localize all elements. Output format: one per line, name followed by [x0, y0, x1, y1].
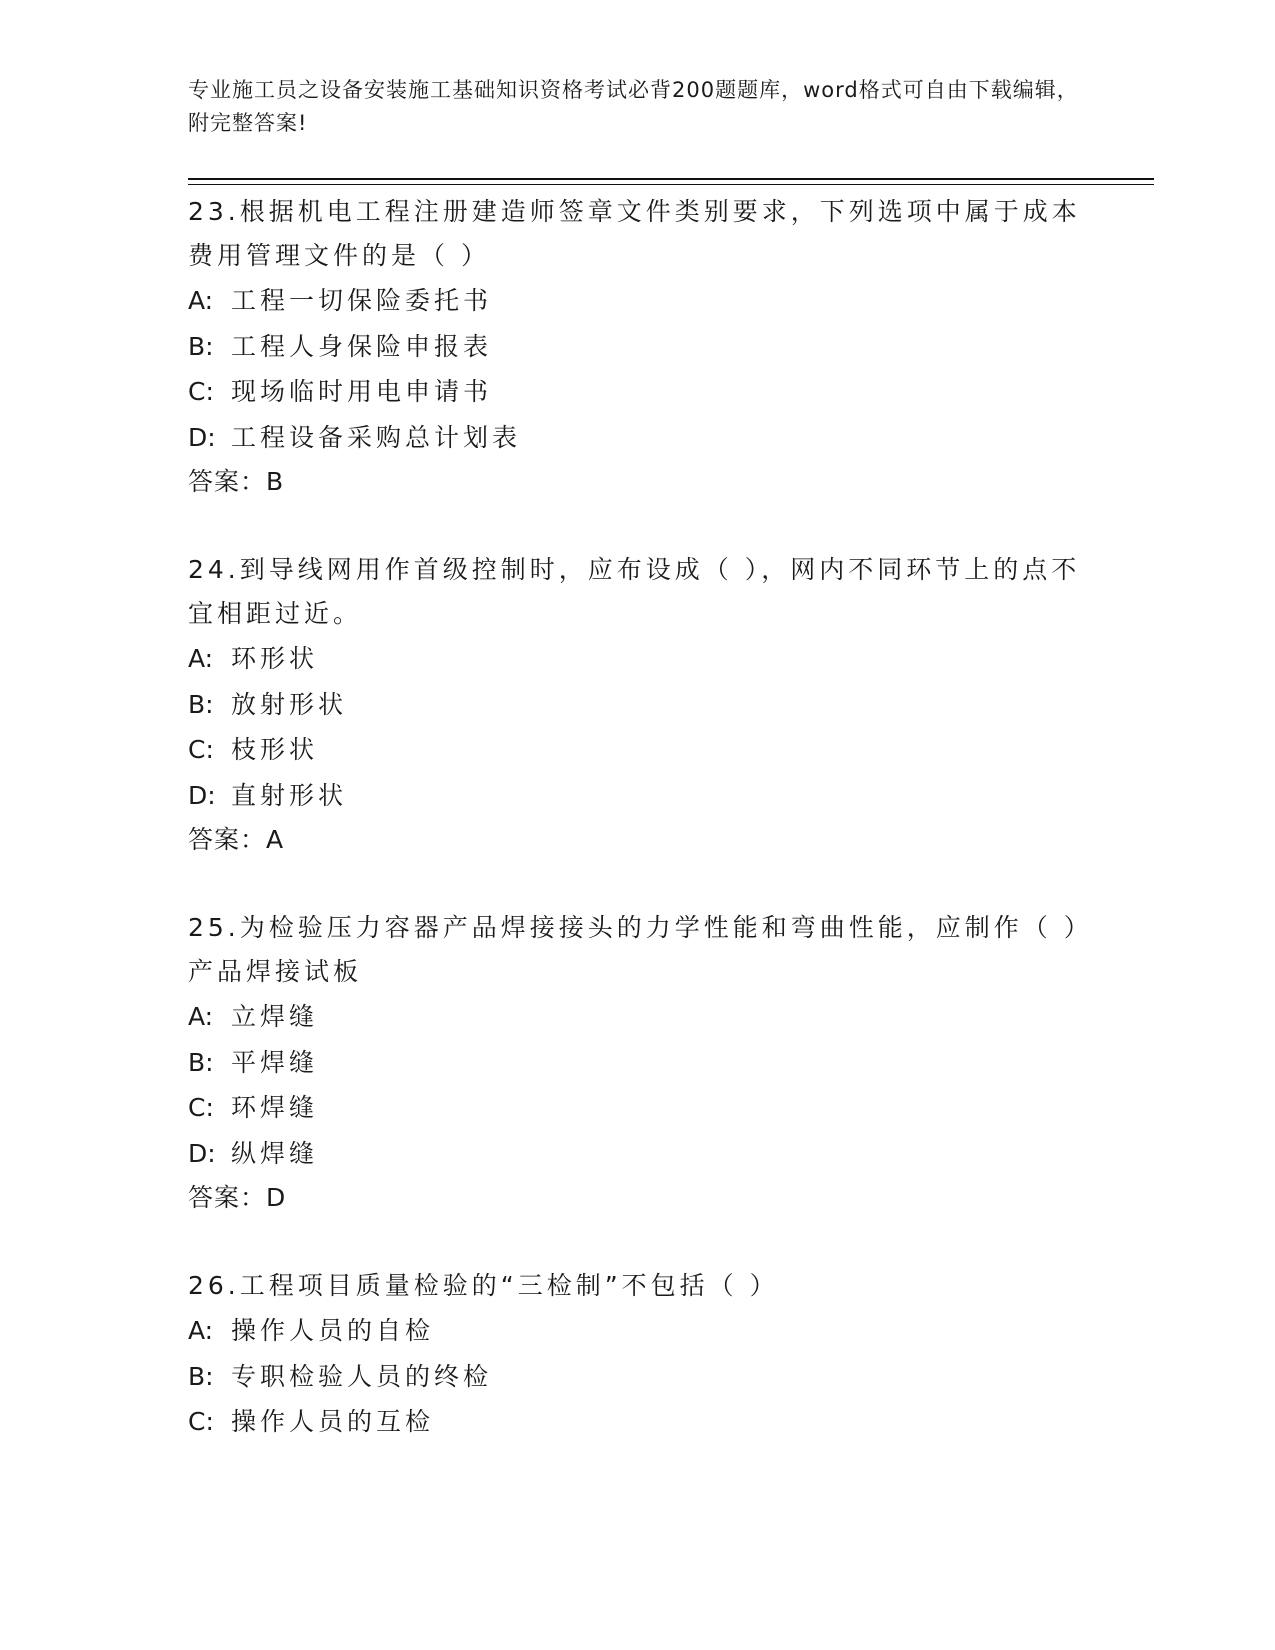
option-a [188, 994, 1088, 1040]
option-c [188, 369, 1088, 415]
option-d [188, 773, 1088, 819]
option-letter: D: [188, 1138, 216, 1168]
question-spacer [188, 504, 1088, 548]
option-text: 操作人员的自检 [231, 1316, 435, 1345]
answer-line: 答案：A [188, 825, 285, 854]
question-25 [188, 906, 1088, 1220]
question-26 [188, 1264, 1088, 1445]
option-letter: C: [188, 1407, 214, 1436]
question-stem: 24.到导线网用作首级控制时，应布设成（ ），网内不同环节上的点不宜相距过近。 [188, 555, 1081, 628]
option-letter: D: [188, 422, 216, 452]
option-b [188, 682, 1088, 728]
option-letter: C: [188, 1093, 214, 1122]
question-spacer [188, 1220, 1088, 1264]
option-d [188, 415, 1088, 461]
option-b [188, 324, 1088, 370]
option-text: 立焊缝 [231, 1002, 319, 1031]
option-a [188, 1308, 1088, 1354]
option-b [188, 1354, 1088, 1400]
option-text: 枝形状 [231, 735, 319, 764]
option-c [188, 727, 1088, 773]
answer-line: 答案：B [188, 467, 285, 496]
option-text: 现场临时用电申请书 [231, 377, 493, 406]
option-letter: B: [188, 331, 214, 361]
option-b [188, 1040, 1088, 1086]
question-list [188, 190, 1088, 1445]
option-text: 纵焊缝 [231, 1138, 319, 1168]
question-stem: 25.为检验压力容器产品焊接接头的力学性能和弯曲性能，应制作（ ）产品焊接试板 [188, 913, 1081, 986]
option-text: 平焊缝 [231, 1047, 319, 1077]
question-spacer [188, 862, 1088, 906]
option-letter: B: [188, 1361, 214, 1391]
option-letter: A: [188, 1316, 214, 1345]
option-a [188, 278, 1088, 324]
question-24 [188, 548, 1088, 862]
document-header: 专业施工员之设备安装施工基础知识资格考试必背200题题库，word格式可自由下载编辑，附完整答案! [188, 78, 1079, 135]
option-letter: A: [188, 644, 214, 673]
option-letter: A: [188, 286, 214, 315]
question-23 [188, 190, 1088, 504]
option-letter: C: [188, 377, 214, 406]
option-letter: D: [188, 780, 216, 810]
option-letter: B: [188, 689, 214, 719]
option-letter: A: [188, 1002, 214, 1031]
option-text: 操作人员的互检 [231, 1407, 435, 1436]
header-divider-thin [188, 184, 1154, 185]
option-text: 工程人身保险申报表 [231, 331, 493, 361]
option-text: 工程设备采购总计划表 [231, 422, 522, 452]
option-c [188, 1399, 1088, 1445]
option-letter: B: [188, 1047, 214, 1077]
option-text: 环焊缝 [231, 1093, 319, 1122]
option-text: 直射形状 [231, 780, 348, 810]
option-a [188, 636, 1088, 682]
question-stem: 23.根据机电工程注册建造师签章文件类别要求，下列选项中属于成本费用管理文件的是（ ） [188, 197, 1081, 270]
option-text: 工程一切保险委托书 [231, 286, 493, 315]
question-stem: 26.工程项目质量检验的“三检制”不包括（ ） [188, 1271, 779, 1300]
option-text: 专职检验人员的终检 [231, 1361, 493, 1391]
option-text: 放射形状 [231, 689, 348, 719]
option-text: 环形状 [231, 644, 319, 673]
header-divider-thick [188, 178, 1154, 180]
option-d [188, 1131, 1088, 1177]
option-c [188, 1085, 1088, 1131]
answer-line: 答案：D [188, 1183, 287, 1212]
option-letter: C: [188, 735, 214, 764]
